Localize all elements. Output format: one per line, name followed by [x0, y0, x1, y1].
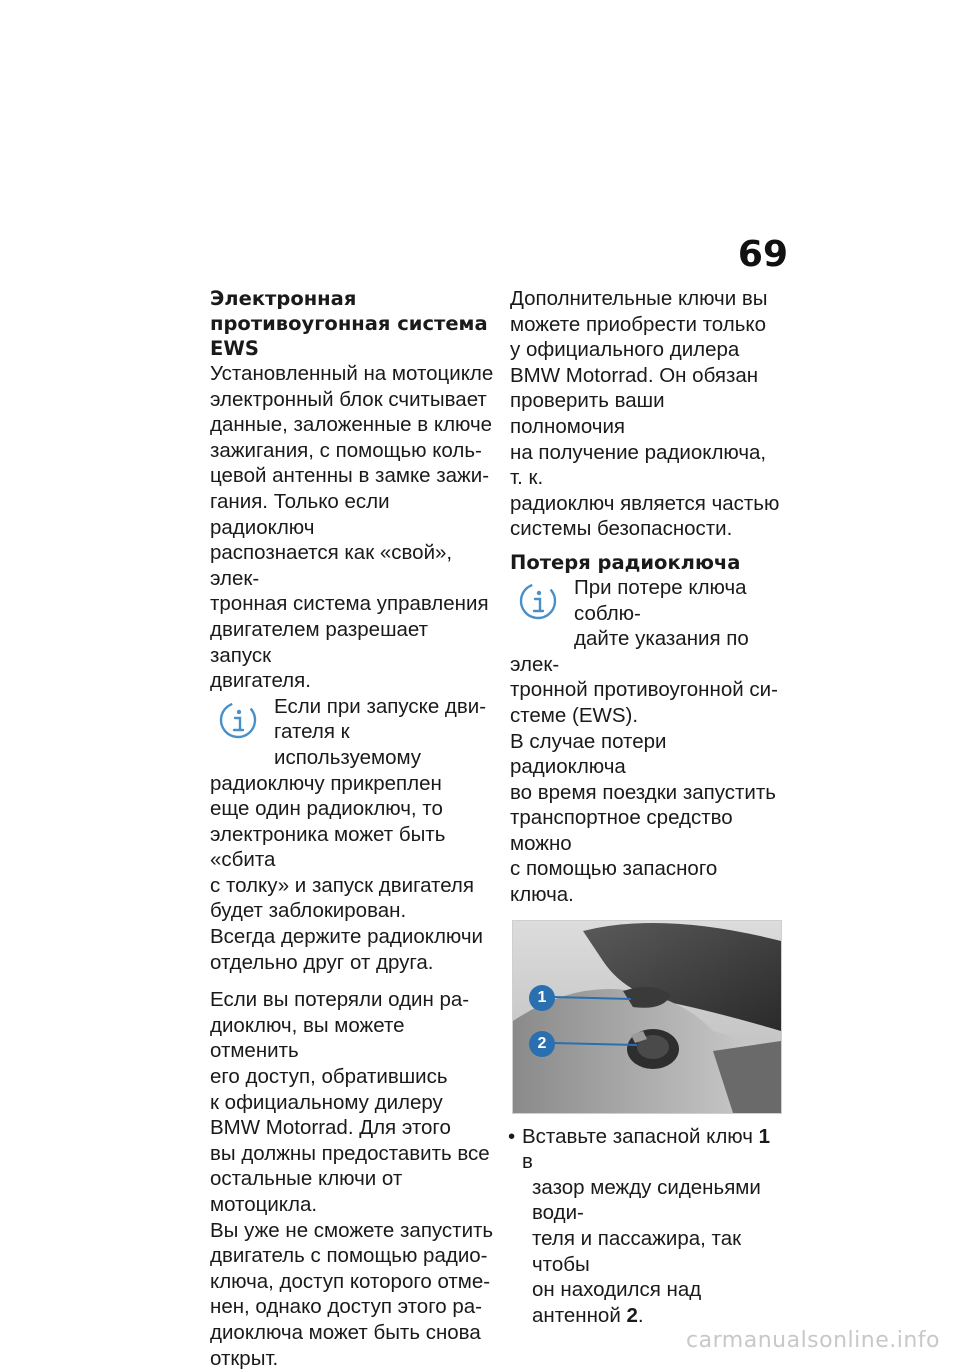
- text-line: транспортное средство можно: [510, 806, 733, 855]
- text-line: у официального дилера: [510, 338, 740, 362]
- text-line: зажигания, с помощью коль-: [210, 438, 482, 462]
- info-icon: [518, 579, 568, 627]
- paragraph-ews-description: [210, 361, 494, 694]
- info-icon: [218, 698, 268, 746]
- text-line: BMW Motorrad. Он обязан: [510, 363, 759, 387]
- text-line: зазор между сиденьями води-: [532, 1175, 761, 1225]
- page-number: 69: [737, 234, 788, 275]
- text-line: на получение радиоключа, т. к.: [510, 440, 767, 490]
- section-heading-lost-key: Потеря радиоключа: [510, 550, 741, 574]
- text-line: к официальному дилеру: [210, 1090, 443, 1114]
- text-line: тронная система управления: [210, 592, 489, 616]
- heading-line: противоугонная система: [210, 312, 488, 335]
- text-line: Дополнительные ключи вы: [510, 287, 768, 310]
- seat-key-illustration: [512, 920, 782, 1114]
- text-line: гателя к используемому: [274, 720, 422, 769]
- text-line: во время поездки запустить: [510, 780, 776, 804]
- text-line: электронный блок считывает: [210, 387, 487, 411]
- text-line: двигателя.: [210, 669, 311, 693]
- ref-1: 1: [758, 1124, 770, 1148]
- text-line: диоключ, вы можете отменить: [210, 1013, 405, 1063]
- text-line: двигателем разрешает запуск: [210, 617, 429, 667]
- text-line: диоключа может быть снова: [210, 1320, 481, 1344]
- text-line: системы безопасности.: [510, 517, 733, 541]
- text-line: остальные ключи от мотоцикла.: [210, 1167, 403, 1216]
- text-line: отдельно друг от друга.: [210, 950, 434, 974]
- text-line: В случае потери радиоключа: [510, 729, 667, 779]
- text-line: цевой антенны в замке зажи-: [210, 464, 490, 488]
- text-line: ключа, доступ которого отме-: [210, 1269, 491, 1293]
- text-line: BMW Motorrad. Для этого: [210, 1116, 451, 1140]
- text-line: проверить ваши полномочия: [510, 389, 665, 438]
- text-line: с толку» и запуск двигателя: [210, 873, 474, 897]
- text-line: [522, 1277, 782, 1328]
- text-line: Установленный на мотоцикле: [210, 362, 494, 385]
- bullet-marker: •: [508, 1124, 516, 1148]
- text-line: данные, заложенные в ключе: [210, 413, 493, 437]
- text-line: распознается как «свой», элек-: [210, 541, 453, 590]
- paragraph-additional-keys: [510, 286, 782, 542]
- instruction-insert-spare-key: [510, 1124, 782, 1329]
- text-line: будет заблокирован.: [210, 899, 407, 923]
- ref-2: 2: [626, 1303, 638, 1327]
- callout-2: 2: [529, 1031, 555, 1057]
- text-line: радиоключу прикреплен: [210, 771, 442, 795]
- section-heading-ews: [210, 286, 494, 361]
- text-line: стеме (EWS).: [510, 703, 639, 727]
- text-line: Если при запуске дви-: [274, 694, 487, 718]
- text-line: можете приобрести только: [510, 312, 766, 336]
- text-fragment: он находился над антенной: [532, 1278, 702, 1327]
- text-line: тронной противоугонной си-: [510, 678, 778, 702]
- text-line: Вы уже не сможете запустить: [210, 1218, 494, 1242]
- text-line: двигатель с помощью радио-: [210, 1244, 488, 1268]
- heading-line: EWS: [210, 337, 259, 360]
- callout-1: 1: [529, 985, 555, 1011]
- text-fragment: .: [637, 1303, 644, 1327]
- text-line: Если вы потеряли один ра-: [210, 988, 470, 1012]
- text-line: Всегда держите радиоключи: [210, 925, 483, 949]
- text-line: дайте указания по элек-: [510, 627, 749, 676]
- text-line: открыт.: [210, 1346, 279, 1370]
- info-note-ews: [510, 575, 782, 729]
- paragraph-lost-key: [210, 987, 494, 1371]
- text-line: электроника может быть «сбита: [210, 822, 446, 872]
- text-line: нен, однако доступ этого ра-: [210, 1295, 482, 1319]
- left-column: [210, 286, 494, 1371]
- heading-line: Электронная: [210, 287, 357, 310]
- text-line: вы должны предоставить все: [210, 1141, 490, 1165]
- text-line: с помощью запасного ключа.: [510, 857, 718, 907]
- text-line: гания. Только если радиоключ: [210, 489, 390, 539]
- text-line: в: [522, 1150, 533, 1174]
- text-line: Вставьте запасной ключ: [522, 1124, 759, 1148]
- watermark: carmanualsonline.info: [686, 1328, 940, 1353]
- text-line: еще один радиоключ, то: [210, 797, 443, 821]
- text-line: его доступ, обратившись: [210, 1065, 448, 1089]
- text-line: теля и пассажира, так чтобы: [532, 1227, 742, 1276]
- text-line: При потере ключа соблю-: [574, 575, 747, 625]
- paragraph-spare-key: [510, 729, 782, 908]
- right-column: [510, 286, 782, 1328]
- info-note-multiple-keys: [210, 694, 494, 976]
- text-line: радиоключ является частью: [510, 491, 780, 515]
